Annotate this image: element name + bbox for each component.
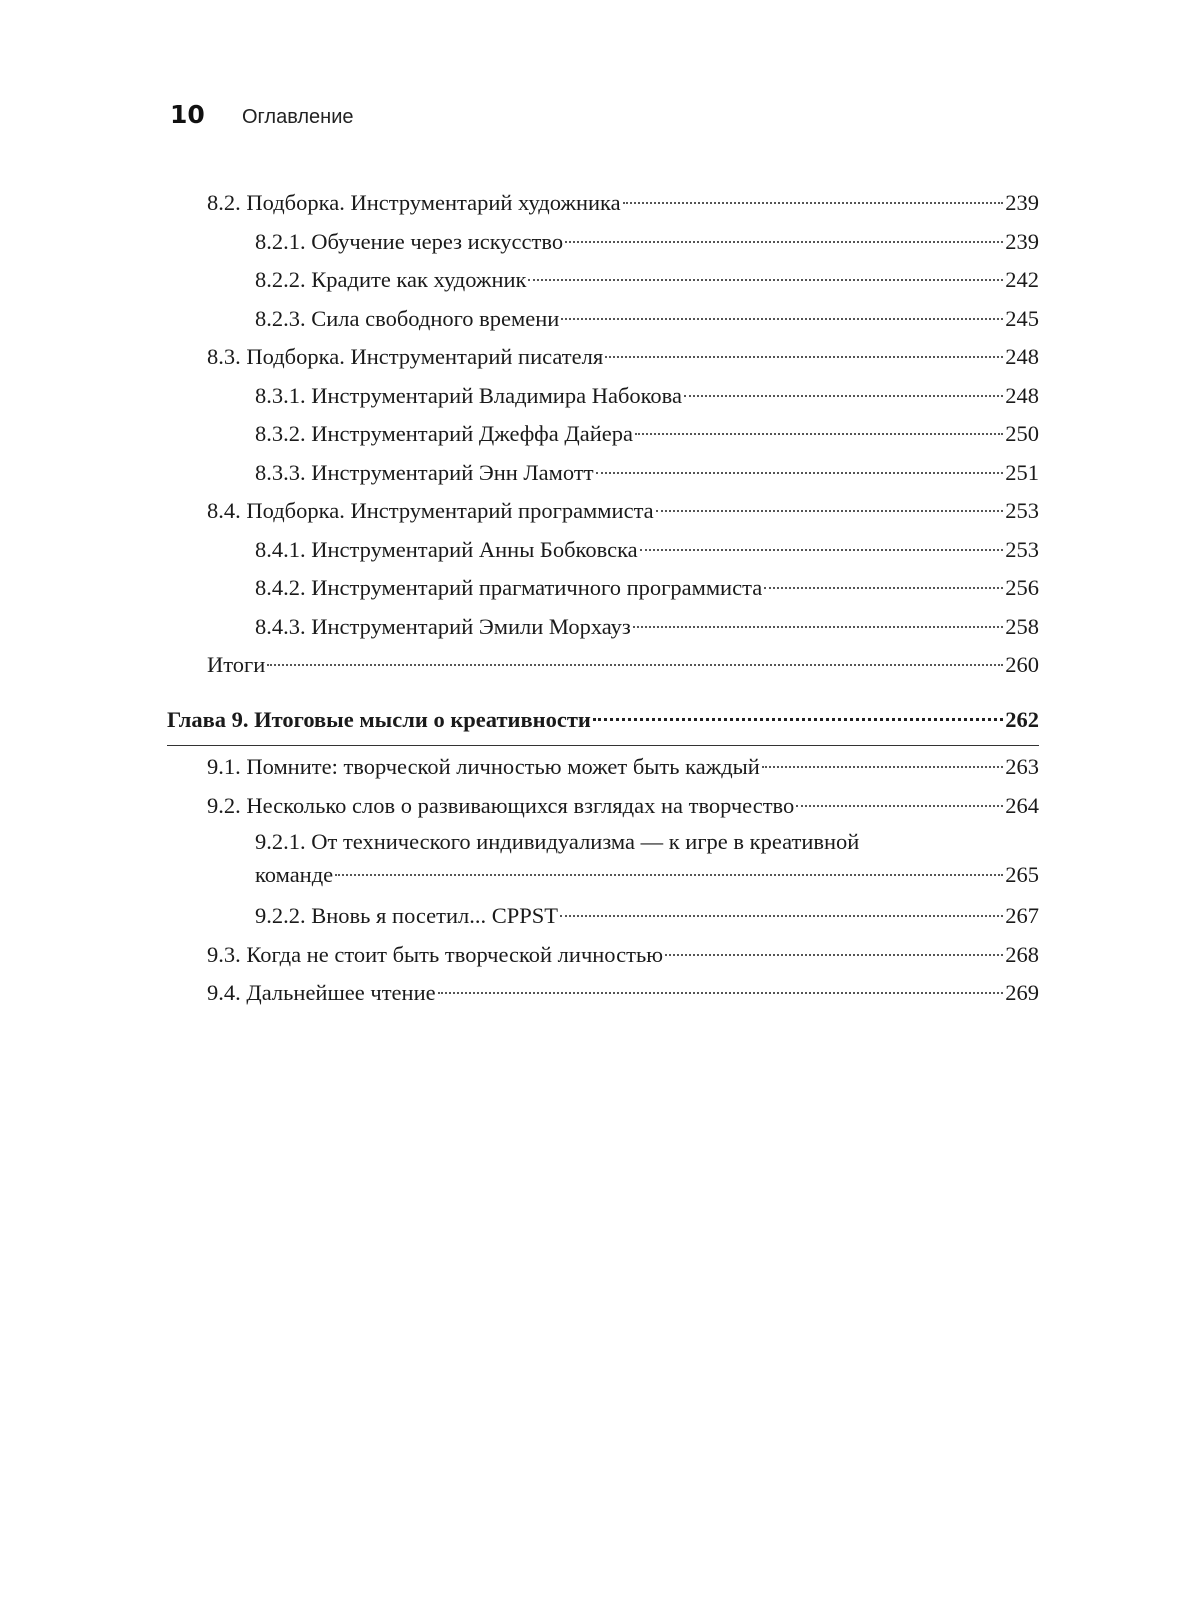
dot-leader (623, 202, 1004, 204)
dot-leader (560, 915, 1003, 917)
toc-entry-page: 248 (1005, 382, 1039, 408)
toc-entry-page: 245 (1005, 305, 1039, 331)
dot-leader (335, 874, 1003, 876)
table-of-contents (167, 184, 1039, 1013)
toc-entry-page: 267 (1005, 903, 1039, 928)
page-header (170, 100, 354, 140)
dot-leader (593, 718, 1003, 721)
dot-leader (684, 395, 1003, 397)
toc-entry-8-2-3[interactable] (167, 300, 1039, 339)
toc-entry-8-2-2[interactable] (167, 261, 1039, 300)
toc-entry-8-3-3[interactable] (167, 454, 1039, 493)
toc-entry-title: 9.1. Помните: творческой личностью может быть каждый (207, 754, 760, 779)
toc-entry-title: 8.4.2. Инструментарий прагматичного программиста (255, 575, 763, 600)
toc-entry-page: 269 (1005, 980, 1039, 1005)
toc-entry-page: 248 (1005, 344, 1039, 369)
toc-entry-9-2-1[interactable] (167, 825, 1039, 897)
toc-entry-page: 242 (1005, 267, 1039, 292)
toc-entry-8-3-1[interactable] (167, 377, 1039, 416)
dot-leader (596, 472, 1004, 474)
dot-leader (605, 356, 1003, 358)
dot-leader (528, 279, 1003, 281)
toc-entry-title: 8.2.3. Сила свободного времени (255, 305, 560, 331)
toc-entry-8-3-2[interactable] (167, 415, 1039, 454)
dot-leader (635, 433, 1003, 435)
toc-entry-title: 8.4.3. Инструментарий Эмили Морхауз (255, 613, 631, 639)
toc-entry-8-4-1[interactable] (167, 531, 1039, 570)
toc-entry-title: 8.2.2. Крадите как художник (255, 267, 527, 292)
dot-leader (438, 992, 1004, 994)
toc-entry-8-3[interactable] (167, 338, 1039, 377)
toc-entry-title: 9.2. Несколько слов о развивающихся взглядах на творчество (207, 792, 795, 818)
toc-entry-title: 9.4. Дальнейшее чтение (207, 980, 436, 1005)
toc-entry-9-2-2[interactable] (167, 897, 1039, 936)
dot-leader (640, 549, 1004, 551)
toc-entry-page: 268 (1005, 941, 1039, 967)
toc-entry-page: 251 (1005, 459, 1039, 485)
toc-entry-summary[interactable] (167, 646, 1039, 685)
chapter-title: Глава 9. Итоговые мысли о креативности (167, 706, 591, 732)
dot-leader (796, 805, 1003, 807)
chapter-page: 262 (1005, 706, 1039, 732)
toc-entry-title: Итоги (207, 652, 266, 677)
toc-entry-9-4[interactable] (167, 974, 1039, 1013)
toc-entry-title: 9.3. Когда не стоит быть творческой личностью (207, 941, 664, 967)
dot-leader (665, 954, 1003, 956)
toc-entry-page: 253 (1005, 498, 1039, 523)
toc-entry-page: 256 (1005, 575, 1039, 600)
dot-leader (764, 587, 1003, 589)
toc-entry-page: 250 (1005, 421, 1039, 446)
toc-entry-9-1[interactable] (167, 748, 1039, 787)
dot-leader (267, 664, 1003, 666)
toc-chapter-9[interactable] (167, 701, 1039, 747)
toc-entry-8-4-2[interactable] (167, 569, 1039, 608)
toc-entry-title: 8.2.1. Обучение через искусство (255, 228, 564, 254)
toc-entry-title: 8.4. Подборка. Инструментарий программиста (207, 498, 654, 523)
page-number: 10 (170, 100, 205, 129)
toc-entry-page: 253 (1005, 536, 1039, 562)
toc-entry-page: 239 (1005, 228, 1039, 254)
toc-entry-title: 8.3.1. Инструментарий Владимира Набокова (255, 382, 682, 408)
toc-entry-title: 9.2.2. Вновь я посетил... CPPST (255, 903, 559, 928)
toc-entry-title-line1: 9.2.1. От технического индивидуализма — к игре в креативной (255, 829, 860, 854)
toc-entry-title: 8.2. Подборка. Инструментарий художника (207, 190, 621, 215)
toc-entry-9-3[interactable] (167, 936, 1039, 975)
toc-entry-page: 260 (1005, 652, 1039, 677)
dot-leader (561, 318, 1003, 320)
dot-leader (656, 510, 1004, 512)
toc-entry-page: 263 (1005, 754, 1039, 779)
toc-entry-page: 258 (1005, 613, 1039, 639)
dot-leader (633, 626, 1003, 628)
dot-leader (565, 241, 1003, 243)
toc-entry-8-4[interactable] (167, 492, 1039, 531)
toc-entry-8-2-1[interactable] (167, 223, 1039, 262)
toc-entry-8-4-3[interactable] (167, 608, 1039, 647)
toc-entry-line2 (255, 859, 1039, 891)
toc-entry-page: 265 (1005, 862, 1039, 887)
toc-entry-page: 264 (1005, 792, 1039, 818)
toc-entry-page: 239 (1005, 190, 1039, 215)
toc-entry-title: 8.3. Подборка. Инструментарий писателя (207, 344, 604, 369)
toc-entry-title-line2: команде (255, 862, 334, 887)
toc-entry-title: 8.3.2. Инструментарий Джеффа Дайера (255, 421, 633, 446)
toc-entry-9-2[interactable] (167, 787, 1039, 826)
dot-leader (762, 766, 1003, 768)
running-head: Оглавление (242, 106, 354, 128)
toc-entry-title: 8.4.1. Инструментарий Анны Бобковска (255, 536, 638, 562)
toc-entry-title: 8.3.3. Инструментарий Энн Ламотт (255, 459, 594, 485)
toc-entry-8-2[interactable] (167, 184, 1039, 223)
